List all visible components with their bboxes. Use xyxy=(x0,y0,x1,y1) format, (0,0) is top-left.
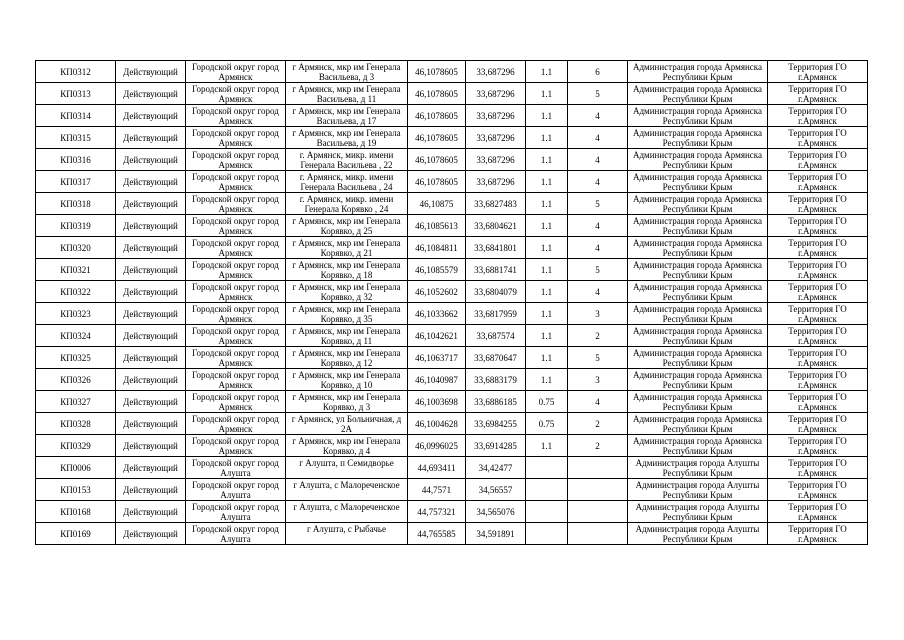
point-code: КП0316 xyxy=(36,149,116,171)
point-latitude: 44,765585 xyxy=(408,523,466,545)
container-count xyxy=(568,501,628,523)
point-owner: Администрация города Армянска Республики Крым xyxy=(628,193,768,215)
point-code: КП0323 xyxy=(36,303,116,325)
point-district: Городской округ город Армянск xyxy=(186,391,286,413)
table-row xyxy=(36,369,868,391)
point-status: Действующий xyxy=(116,501,186,523)
point-latitude: 46,1033662 xyxy=(408,303,466,325)
point-address: г Армянск, мкр им Генерала Корявко, д 12 xyxy=(286,347,408,369)
container-volume xyxy=(526,501,568,523)
table-row xyxy=(36,435,868,457)
point-status: Действующий xyxy=(116,369,186,391)
point-district: Городской округ город Армянск xyxy=(186,259,286,281)
container-count: 2 xyxy=(568,435,628,457)
point-district: Городской округ город Армянск xyxy=(186,281,286,303)
point-address: г Алушта, п Семидворье xyxy=(286,457,408,479)
point-address: г Армянск, мкр им Генерала Корявко, д 18 xyxy=(286,259,408,281)
point-latitude: 44,7571 xyxy=(408,479,466,501)
table-row xyxy=(36,105,868,127)
point-owner: Администрация города Армянска Республики Крым xyxy=(628,281,768,303)
point-owner: Администрация города Армянска Республики Крым xyxy=(628,435,768,457)
point-status: Действующий xyxy=(116,259,186,281)
point-district: Городской округ город Алушта xyxy=(186,479,286,501)
table-row xyxy=(36,127,868,149)
point-owner: Администрация города Армянска Республики Крым xyxy=(628,413,768,435)
point-district: Городской округ город Армянск xyxy=(186,325,286,347)
container-count: 4 xyxy=(568,215,628,237)
point-territory: Территория ГО г.Армянск xyxy=(768,391,868,413)
container-volume: 1.1 xyxy=(526,259,568,281)
point-address: г Армянск, мкр им Генерала Васильева, д 17 xyxy=(286,105,408,127)
point-territory: Территория ГО г.Армянск xyxy=(768,523,868,545)
point-owner: Администрация города Армянска Республики Крым xyxy=(628,61,768,83)
point-district: Городской округ город Армянск xyxy=(186,369,286,391)
point-latitude: 46,1085613 xyxy=(408,215,466,237)
point-address: г Алушта, с Малореченское xyxy=(286,479,408,501)
point-status: Действующий xyxy=(116,391,186,413)
container-count: 4 xyxy=(568,281,628,303)
point-longitude: 33,6914285 xyxy=(466,435,526,457)
point-status: Действующий xyxy=(116,171,186,193)
container-volume: 1.1 xyxy=(526,281,568,303)
point-address: г. Армянск, микр. имени Генерала Корявко , 24 xyxy=(286,193,408,215)
point-code: КП0320 xyxy=(36,237,116,259)
container-volume: 1.1 xyxy=(526,193,568,215)
container-count: 4 xyxy=(568,105,628,127)
container-volume: 1.1 xyxy=(526,149,568,171)
container-volume: 1.1 xyxy=(526,83,568,105)
point-owner: Администрация города Армянска Республики Крым xyxy=(628,369,768,391)
document-page xyxy=(35,60,867,545)
collection-points-table xyxy=(35,60,868,545)
point-code: КП0006 xyxy=(36,457,116,479)
point-territory: Территория ГО г.Армянск xyxy=(768,435,868,457)
point-code: КП0313 xyxy=(36,83,116,105)
point-territory: Территория ГО г.Армянск xyxy=(768,325,868,347)
point-status: Действующий xyxy=(116,303,186,325)
point-longitude: 34,591891 xyxy=(466,523,526,545)
point-longitude: 33,6870647 xyxy=(466,347,526,369)
container-count: 2 xyxy=(568,325,628,347)
point-territory: Территория ГО г.Армянск xyxy=(768,215,868,237)
table-body xyxy=(36,61,868,545)
container-volume xyxy=(526,523,568,545)
point-territory: Территория ГО г.Армянск xyxy=(768,479,868,501)
point-status: Действующий xyxy=(116,413,186,435)
point-latitude: 46,1042621 xyxy=(408,325,466,347)
point-district: Городской округ город Армянск xyxy=(186,237,286,259)
point-longitude: 33,687574 xyxy=(466,325,526,347)
point-district: Городской округ город Армянск xyxy=(186,105,286,127)
point-address: г Армянск, мкр им Генерала Васильева, д 19 xyxy=(286,127,408,149)
point-longitude: 33,6886185 xyxy=(466,391,526,413)
point-latitude: 46,1085579 xyxy=(408,259,466,281)
point-address: г Армянск, мкр им Генерала Корявко, д 11 xyxy=(286,325,408,347)
point-longitude: 33,6883179 xyxy=(466,369,526,391)
point-status: Действующий xyxy=(116,105,186,127)
point-territory: Территория ГО г.Армянск xyxy=(768,281,868,303)
point-latitude: 46,1052602 xyxy=(408,281,466,303)
point-code: КП0327 xyxy=(36,391,116,413)
container-volume xyxy=(526,479,568,501)
container-volume: 1.1 xyxy=(526,237,568,259)
container-count: 2 xyxy=(568,413,628,435)
table-row xyxy=(36,149,868,171)
point-status: Действующий xyxy=(116,435,186,457)
point-status: Действующий xyxy=(116,193,186,215)
table-row xyxy=(36,523,868,545)
point-latitude: 46,0996025 xyxy=(408,435,466,457)
point-district: Городской округ город Армянск xyxy=(186,413,286,435)
point-status: Действующий xyxy=(116,523,186,545)
point-longitude: 33,687296 xyxy=(466,127,526,149)
point-latitude: 46,1003698 xyxy=(408,391,466,413)
point-owner: Администрация города Армянска Республики Крым xyxy=(628,303,768,325)
container-count: 4 xyxy=(568,127,628,149)
point-address: г Армянск, мкр им Генерала Корявко, д 4 xyxy=(286,435,408,457)
point-district: Городской округ город Армянск xyxy=(186,83,286,105)
point-latitude: 44,757321 xyxy=(408,501,466,523)
point-status: Действующий xyxy=(116,325,186,347)
point-district: Городской округ город Армянск xyxy=(186,303,286,325)
point-owner: Администрация города Армянска Республики Крым xyxy=(628,259,768,281)
table-row xyxy=(36,281,868,303)
point-owner: Администрация города Армянска Республики Крым xyxy=(628,347,768,369)
point-territory: Территория ГО г.Армянск xyxy=(768,171,868,193)
point-district: Городской округ город Алушта xyxy=(186,457,286,479)
point-owner: Администрация города Алушты Республики Крым xyxy=(628,479,768,501)
point-owner: Администрация города Алушты Республики Крым xyxy=(628,501,768,523)
point-district: Городской округ город Армянск xyxy=(186,347,286,369)
container-volume: 1.1 xyxy=(526,325,568,347)
point-territory: Территория ГО г.Армянск xyxy=(768,501,868,523)
container-count: 3 xyxy=(568,369,628,391)
point-longitude: 33,687296 xyxy=(466,149,526,171)
container-volume: 1.1 xyxy=(526,303,568,325)
point-territory: Территория ГО г.Армянск xyxy=(768,127,868,149)
point-territory: Территория ГО г.Армянск xyxy=(768,303,868,325)
point-latitude: 46,1040987 xyxy=(408,369,466,391)
point-status: Действующий xyxy=(116,149,186,171)
container-volume: 0.75 xyxy=(526,391,568,413)
point-longitude: 33,6817959 xyxy=(466,303,526,325)
table-row xyxy=(36,501,868,523)
table-row xyxy=(36,325,868,347)
point-territory: Территория ГО г.Армянск xyxy=(768,149,868,171)
container-count: 4 xyxy=(568,149,628,171)
table-row xyxy=(36,479,868,501)
point-status: Действующий xyxy=(116,215,186,237)
container-count: 4 xyxy=(568,171,628,193)
point-owner: Администрация города Армянска Республики Крым xyxy=(628,325,768,347)
point-latitude: 46,1078605 xyxy=(408,83,466,105)
point-district: Городской округ город Алушта xyxy=(186,523,286,545)
table-row xyxy=(36,193,868,215)
container-volume: 1.1 xyxy=(526,61,568,83)
point-status: Действующий xyxy=(116,127,186,149)
point-owner: Администрация города Армянска Республики Крым xyxy=(628,83,768,105)
table-row xyxy=(36,61,868,83)
point-district: Городской округ город Армянск xyxy=(186,171,286,193)
container-count xyxy=(568,479,628,501)
container-volume xyxy=(526,457,568,479)
container-volume: 1.1 xyxy=(526,347,568,369)
point-territory: Территория ГО г.Армянск xyxy=(768,83,868,105)
point-latitude: 46,1063717 xyxy=(408,347,466,369)
point-latitude: 46,1078605 xyxy=(408,171,466,193)
point-owner: Администрация города Армянска Республики Крым xyxy=(628,127,768,149)
table-row xyxy=(36,391,868,413)
container-volume: 1.1 xyxy=(526,435,568,457)
point-district: Городской округ город Армянск xyxy=(186,149,286,171)
point-district: Городской округ город Армянск xyxy=(186,193,286,215)
point-address: г Армянск, мкр им Генерала Корявко, д 10 xyxy=(286,369,408,391)
container-volume: 1.1 xyxy=(526,105,568,127)
table-row xyxy=(36,259,868,281)
container-count xyxy=(568,523,628,545)
point-address: г Алушта, с Рыбачье xyxy=(286,523,408,545)
point-longitude: 33,6881741 xyxy=(466,259,526,281)
point-code: КП0153 xyxy=(36,479,116,501)
container-count: 3 xyxy=(568,303,628,325)
point-code: КП0314 xyxy=(36,105,116,127)
point-owner: Администрация города Армянска Республики Крым xyxy=(628,391,768,413)
point-latitude: 46,1078605 xyxy=(408,127,466,149)
point-code: КП0322 xyxy=(36,281,116,303)
point-longitude: 33,687296 xyxy=(466,83,526,105)
point-code: КП0169 xyxy=(36,523,116,545)
point-code: КП0312 xyxy=(36,61,116,83)
point-address: г Армянск, мкр им Генерала Васильева, д 11 xyxy=(286,83,408,105)
point-latitude: 46,1004628 xyxy=(408,413,466,435)
point-longitude: 33,6984255 xyxy=(466,413,526,435)
point-longitude: 33,6804621 xyxy=(466,215,526,237)
point-address: г. Армянск, микр. имени Генерала Васильева , 24 xyxy=(286,171,408,193)
container-volume: 1.1 xyxy=(526,127,568,149)
point-owner: Администрация города Армянска Республики Крым xyxy=(628,237,768,259)
point-territory: Территория ГО г.Армянск xyxy=(768,105,868,127)
point-latitude: 46,1078605 xyxy=(408,149,466,171)
point-status: Действующий xyxy=(116,83,186,105)
point-territory: Территория ГО г.Армянск xyxy=(768,61,868,83)
point-longitude: 34,42477 xyxy=(466,457,526,479)
point-territory: Территория ГО г.Армянск xyxy=(768,413,868,435)
point-latitude: 44,693411 xyxy=(408,457,466,479)
point-owner: Администрация города Алушты Республики Крым xyxy=(628,523,768,545)
point-status: Действующий xyxy=(116,347,186,369)
container-count: 5 xyxy=(568,193,628,215)
point-longitude: 33,6804079 xyxy=(466,281,526,303)
table-row xyxy=(36,215,868,237)
point-code: КП0321 xyxy=(36,259,116,281)
point-longitude: 33,687296 xyxy=(466,171,526,193)
point-code: КП0329 xyxy=(36,435,116,457)
point-district: Городской округ город Армянск xyxy=(186,215,286,237)
point-status: Действующий xyxy=(116,61,186,83)
container-volume: 1.1 xyxy=(526,369,568,391)
point-address: г Армянск, мкр им Генерала Корявко, д 21 xyxy=(286,237,408,259)
point-code: КП0325 xyxy=(36,347,116,369)
container-volume: 1.1 xyxy=(526,215,568,237)
container-count: 6 xyxy=(568,61,628,83)
point-address: г Алушта, с Малореченское xyxy=(286,501,408,523)
point-district: Городской округ город Алушта xyxy=(186,501,286,523)
point-longitude: 34,565076 xyxy=(466,501,526,523)
table-row xyxy=(36,171,868,193)
container-count: 5 xyxy=(568,259,628,281)
point-longitude: 33,687296 xyxy=(466,61,526,83)
point-code: КП0168 xyxy=(36,501,116,523)
point-code: КП0324 xyxy=(36,325,116,347)
container-count: 5 xyxy=(568,83,628,105)
point-latitude: 46,1084811 xyxy=(408,237,466,259)
point-territory: Территория ГО г.Армянск xyxy=(768,259,868,281)
point-district: Городской округ город Армянск xyxy=(186,61,286,83)
point-longitude: 33,6841801 xyxy=(466,237,526,259)
point-address: г Армянск, мкр им Генерала Корявко, д 35 xyxy=(286,303,408,325)
table-row xyxy=(36,457,868,479)
point-latitude: 46,1078605 xyxy=(408,105,466,127)
point-code: КП0326 xyxy=(36,369,116,391)
point-district: Городской округ город Армянск xyxy=(186,127,286,149)
point-district: Городской округ город Армянск xyxy=(186,435,286,457)
point-latitude: 46,1078605 xyxy=(408,61,466,83)
point-territory: Территория ГО г.Армянск xyxy=(768,457,868,479)
table-row xyxy=(36,303,868,325)
point-territory: Территория ГО г.Армянск xyxy=(768,369,868,391)
point-status: Действующий xyxy=(116,237,186,259)
point-owner: Администрация города Армянска Республики Крым xyxy=(628,171,768,193)
table-row xyxy=(36,413,868,435)
container-count: 5 xyxy=(568,347,628,369)
point-longitude: 33,687296 xyxy=(466,105,526,127)
point-owner: Администрация города Армянска Республики Крым xyxy=(628,149,768,171)
point-code: КП0319 xyxy=(36,215,116,237)
point-longitude: 34,56557 xyxy=(466,479,526,501)
point-code: КП0315 xyxy=(36,127,116,149)
point-address: г Армянск, мкр им Генерала Корявко, д 32 xyxy=(286,281,408,303)
point-owner: Администрация города Армянска Республики Крым xyxy=(628,105,768,127)
point-status: Действующий xyxy=(116,281,186,303)
point-code: КП0318 xyxy=(36,193,116,215)
point-address: г Армянск, мкр им Генерала Васильева, д 3 xyxy=(286,61,408,83)
container-volume: 0.75 xyxy=(526,413,568,435)
point-territory: Территория ГО г.Армянск xyxy=(768,193,868,215)
point-territory: Территория ГО г.Армянск xyxy=(768,237,868,259)
table-row xyxy=(36,347,868,369)
container-count: 4 xyxy=(568,391,628,413)
container-volume: 1.1 xyxy=(526,171,568,193)
point-territory: Территория ГО г.Армянск xyxy=(768,347,868,369)
point-address: г Армянск, ул Больничная, д 2А xyxy=(286,413,408,435)
point-status: Действующий xyxy=(116,457,186,479)
point-latitude: 46,10875 xyxy=(408,193,466,215)
point-owner: Администрация города Алушты Республики Крым xyxy=(628,457,768,479)
point-code: КП0328 xyxy=(36,413,116,435)
container-count xyxy=(568,457,628,479)
point-address: г Армянск, мкр им Генерала Корявко, д 3 xyxy=(286,391,408,413)
point-owner: Администрация города Армянска Республики Крым xyxy=(628,215,768,237)
point-status: Действующий xyxy=(116,479,186,501)
point-longitude: 33,6827483 xyxy=(466,193,526,215)
point-code: КП0317 xyxy=(36,171,116,193)
point-address: г. Армянск, микр. имени Генерала Васильева , 22 xyxy=(286,149,408,171)
point-address: г Армянск, мкр им Генерала Корявко, д 25 xyxy=(286,215,408,237)
container-count: 4 xyxy=(568,237,628,259)
table-row xyxy=(36,237,868,259)
table-row xyxy=(36,83,868,105)
